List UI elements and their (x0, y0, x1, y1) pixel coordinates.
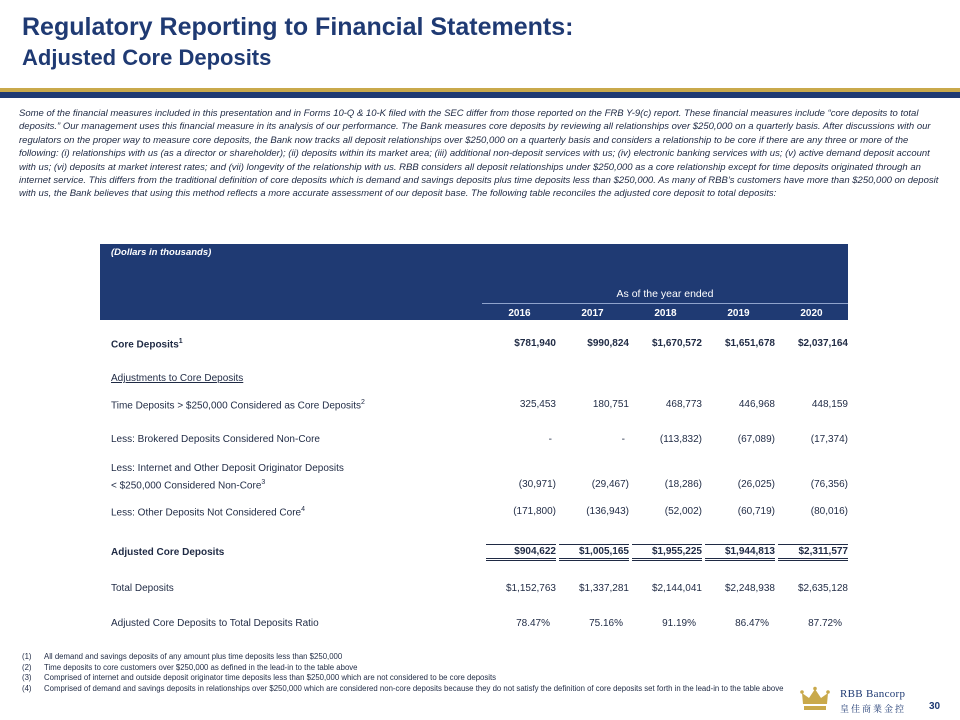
brand-name: RBB Bancorp (840, 688, 906, 700)
year-header: 2018 (654, 308, 677, 319)
cell-value: $2,144,041 (651, 583, 702, 594)
cell-value: 75.16% (589, 618, 623, 629)
cell-value: - (621, 434, 625, 445)
row-label: Adjusted Core Deposits (111, 547, 225, 558)
period-header: As of the year ended (482, 288, 848, 304)
footnote: (2) Time deposits to core customers over $250,000 as defined in the lead-in to the table above (22, 662, 358, 672)
footnote: (3) Comprised of internet and outside deposit originator time deposits less than $250,000 which are not considered to be core deposits (22, 673, 497, 683)
footnote: (4) Comprised of demand and savings deposits in relationships over $250,000 which are considered non-core deposits because they do not satisfy the definition of core deposits set forth in the lead-in to the table above (22, 684, 784, 694)
cell-value: - (548, 434, 552, 445)
cell-value: (113,832) (659, 434, 702, 445)
intro-paragraph: Some of the financial measures included in this presentation and in Forms 10-Q & 10-K filed with the SEC differ from those reported on the FRB Y-9(c) report. These financial measures include “core deposits to total deposits.” Our management uses this financial measure in its analysis of our performance. The Bank measures core deposits by reviewing all relationships over $250,000 on a quarterly basis. After discussions with our regulators on the proper way to measure core deposits, the Bank now tracks all deposit relationships over $250,000 on a quarterly basis and considers a relationship to be core if there are any three or more of the following: (i) relationships with us (as a director or shareholder); (ii) deposits within its market area; (iii) additional non-deposit services with us; (iv) electronic banking services with us; (v) active demand deposit account with us; (vi) deposits at market interest rates; and (vii) longevity of the relationship with us. RBB considers all deposit relationships under $250,000 as a core relationship except for time deposits originated through an internet service. This differs from the traditional definition of core deposits which is demand and savings deposits plus time deposits less than $250,000. As many of RBB’s customers have more than $250,000 on deposit with us, the Bank believes that using this method reflects a more accurate assessment of our deposit base. The following table reconciles the adjusted core deposit to total deposits: (19, 108, 939, 200)
cell-value: 91.19% (662, 618, 696, 629)
cell-value: $1,944,813 (705, 544, 775, 561)
page-number: 30 (929, 701, 941, 712)
cell-value: $1,005,165 (559, 544, 629, 561)
row-label: Total Deposits (111, 583, 174, 594)
cell-value: (52,002) (664, 506, 702, 517)
cell-value: (171,800) (513, 506, 556, 517)
title-line-2: Adjusted Core Deposits (22, 45, 272, 70)
cell-value: $1,651,678 (724, 338, 775, 349)
cell-value: (18,286) (664, 479, 702, 490)
header-navy-rule (0, 92, 960, 98)
table-row (100, 338, 848, 354)
page-title (22, 12, 573, 74)
cell-value: 325,453 (519, 399, 556, 410)
row-label: Adjusted Core Deposits to Total Deposits Ratio (111, 618, 319, 629)
cell-value: (67,089) (737, 434, 775, 445)
cell-value: $2,635,128 (797, 583, 848, 594)
cell-value: $781,940 (514, 338, 556, 349)
cell-value: $2,248,938 (724, 583, 775, 594)
table-row (100, 399, 848, 415)
year-header: 2017 (581, 308, 604, 319)
row-label: < $250,000 Considered Non-Core$^3$ (111, 479, 266, 492)
table-row (100, 479, 848, 495)
footnotes (22, 652, 782, 695)
cell-value: (29,467) (591, 479, 629, 490)
cell-value: $1,670,572 (651, 338, 702, 349)
table-row (100, 618, 848, 634)
cell-value: 87.72% (808, 618, 842, 629)
cell-value: (60,719) (737, 506, 775, 517)
table-header (100, 244, 848, 320)
cell-value: (30,971) (518, 479, 556, 490)
cell-value: $1,955,225 (632, 544, 702, 561)
cell-value: $990,824 (587, 338, 629, 349)
cell-value: 448,159 (811, 399, 848, 410)
cell-value: (136,943) (586, 506, 629, 517)
section-label: Adjustments to Core Deposits (111, 373, 244, 384)
unit-label: (Dollars in thousands) (111, 247, 212, 258)
table-row (100, 547, 848, 563)
cell-value: $1,152,763 (505, 583, 556, 594)
cell-value: 468,773 (665, 399, 702, 410)
cell-value: $2,311,577 (778, 544, 848, 561)
table-row (100, 373, 848, 389)
row-label: Less: Other Deposits Not Considered Core$^4$ (111, 506, 305, 519)
cell-value: 446,968 (738, 399, 775, 410)
row-label: Time Deposits > $250,000 Considered as Core Deposits$^2$ (111, 399, 365, 412)
brand-chinese-name: 皇佳商業金控 (840, 704, 907, 714)
year-header: 2020 (800, 308, 823, 319)
row-label: Core Deposits$^1$ (111, 338, 183, 351)
cell-value: (80,016) (810, 506, 848, 517)
cell-value: (26,025) (737, 479, 775, 490)
crown-icon (800, 686, 830, 712)
year-header: 2016 (508, 308, 531, 319)
cell-value: 86.47% (735, 618, 769, 629)
row-label: Less: Brokered Deposits Considered Non-Core (111, 434, 320, 445)
table-row (100, 506, 848, 522)
cell-value: $2,037,164 (797, 338, 848, 349)
table-row (100, 463, 848, 479)
year-header: 2019 (727, 308, 750, 319)
cell-value: (76,356) (810, 479, 848, 490)
cell-value: 78.47% (516, 618, 550, 629)
cell-value: $1,337,281 (578, 583, 629, 594)
table-row (100, 434, 848, 450)
footnote: (1) All demand and savings deposits of any amount plus time deposits less than $250,000 (22, 652, 343, 661)
cell-value: 180,751 (592, 399, 629, 410)
cell-value: $904,622 (486, 544, 556, 561)
table-row (100, 583, 848, 599)
cell-value: (17,374) (810, 434, 848, 445)
title-line-1: Regulatory Reporting to Financial Statements: (22, 13, 574, 41)
row-label: Less: Internet and Other Deposit Originator Deposits (111, 463, 344, 474)
